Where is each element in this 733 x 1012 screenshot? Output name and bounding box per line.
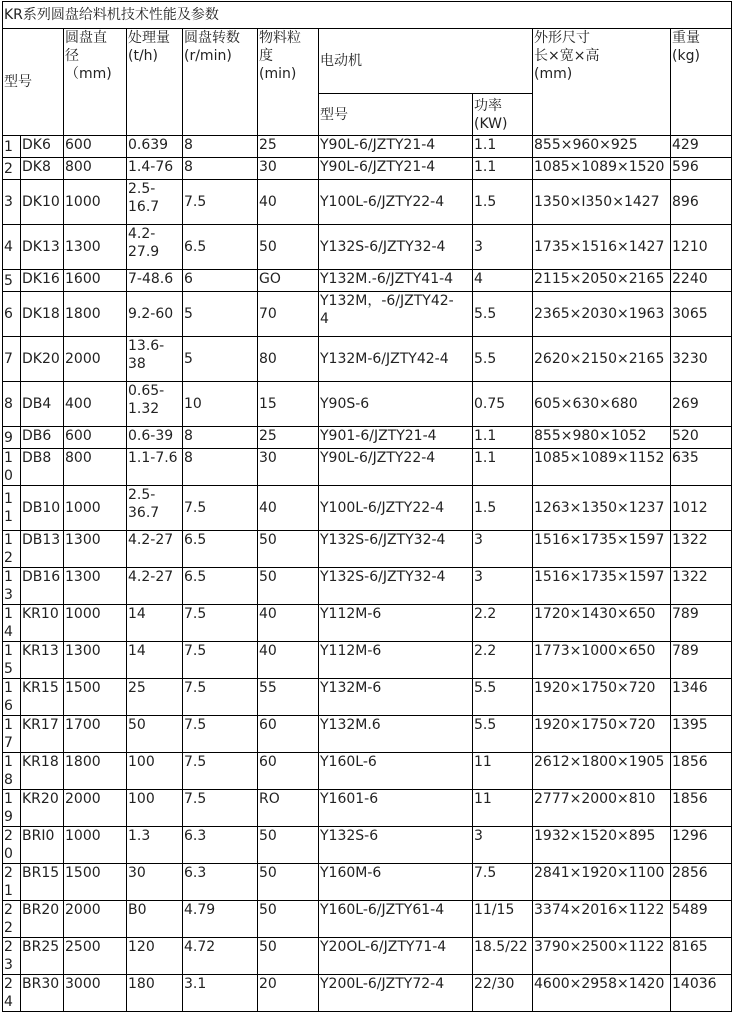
motor-model-cell: Y20OL-6/JZTY71-4 xyxy=(319,938,473,975)
row-number: 24 xyxy=(3,975,21,1012)
speed-cell: 8 xyxy=(183,136,258,158)
diameter-cell: 600 xyxy=(64,136,127,158)
header-diameter: 圆盘直 径 （mm) xyxy=(64,29,127,136)
motor-model-cell: Y132M.-6/JZTY41-4 xyxy=(319,270,473,292)
dimensions-cell: 2841×1920×1100 xyxy=(533,864,671,901)
diameter-cell: 1300 xyxy=(64,225,127,270)
header-motor-power: 功率 (KW) xyxy=(473,94,533,136)
table-row xyxy=(3,568,732,605)
particle-size-cell: GO xyxy=(258,270,319,292)
capacity-cell: 9.2-60 xyxy=(127,292,183,337)
model-cell: KR13 xyxy=(21,642,64,679)
header-motor-model: 型号 xyxy=(319,94,473,136)
table-row xyxy=(3,136,732,158)
weight-cell: 3065 xyxy=(671,292,732,337)
row-number: 18 xyxy=(3,753,21,790)
particle-size-cell: 70 xyxy=(258,292,319,337)
weight-cell: 635 xyxy=(671,449,732,486)
weight-cell: 1322 xyxy=(671,568,732,605)
diameter-cell: 3000 xyxy=(64,975,127,1012)
row-number: 23 xyxy=(3,938,21,975)
motor-model-cell: Y90S-6 xyxy=(319,382,473,427)
capacity-cell: 4.2- 27.9 xyxy=(127,225,183,270)
dimensions-cell: 1516×1735×1597 xyxy=(533,531,671,568)
motor-power-cell: 3 xyxy=(473,225,533,270)
motor-power-cell: 1.1 xyxy=(473,158,533,180)
diameter-cell: 1000 xyxy=(64,180,127,225)
diameter-cell: 1000 xyxy=(64,827,127,864)
table-row xyxy=(3,270,732,292)
header-particle-size: 物料粒 度 (min) xyxy=(258,29,319,136)
diameter-cell: 1300 xyxy=(64,568,127,605)
dimensions-cell: 1920×1750×720 xyxy=(533,679,671,716)
weight-cell: 429 xyxy=(671,136,732,158)
dimensions-cell: 2612×1800×1905 xyxy=(533,753,671,790)
particle-size-cell: 50 xyxy=(258,225,319,270)
row-number: 14 xyxy=(3,605,21,642)
diameter-cell: 1800 xyxy=(64,753,127,790)
particle-size-cell: 30 xyxy=(258,158,319,180)
speed-cell: 8 xyxy=(183,449,258,486)
particle-size-cell: 50 xyxy=(258,938,319,975)
diameter-cell: 800 xyxy=(64,449,127,486)
weight-cell: 896 xyxy=(671,180,732,225)
motor-model-cell: Y132S-6/JZTY32-4 xyxy=(319,225,473,270)
capacity-cell: 13.6- 38 xyxy=(127,337,183,382)
speed-cell: 3.1 xyxy=(183,975,258,1012)
weight-cell: 14036 xyxy=(671,975,732,1012)
dimensions-cell: 1932×1520×895 xyxy=(533,827,671,864)
dimensions-cell: 2620×2150×2165 xyxy=(533,337,671,382)
dimensions-cell: 1735×1516×1427 xyxy=(533,225,671,270)
weight-cell: 789 xyxy=(671,642,732,679)
row-number: 15 xyxy=(3,642,21,679)
diameter-cell: 1500 xyxy=(64,679,127,716)
speed-cell: 6 xyxy=(183,270,258,292)
diameter-cell: 1800 xyxy=(64,292,127,337)
motor-model-cell: Y901-6/JZTY21-4 xyxy=(319,427,473,449)
weight-cell: 1346 xyxy=(671,679,732,716)
diameter-cell: 2000 xyxy=(64,901,127,938)
row-number: 3 xyxy=(3,180,21,225)
weight-cell: 269 xyxy=(671,382,732,427)
motor-power-cell: 1.5 xyxy=(473,180,533,225)
row-number: 13 xyxy=(3,568,21,605)
motor-model-cell: Y1601-6 xyxy=(319,790,473,827)
speed-cell: 7.5 xyxy=(183,716,258,753)
dimensions-cell: 605×630×680 xyxy=(533,382,671,427)
table-row xyxy=(3,827,732,864)
capacity-cell: 100 xyxy=(127,790,183,827)
motor-power-cell: 11 xyxy=(473,753,533,790)
motor-power-cell: 1.5 xyxy=(473,486,533,531)
particle-size-cell: 25 xyxy=(258,136,319,158)
model-cell: DK16 xyxy=(21,270,64,292)
motor-model-cell: Y160M-6 xyxy=(319,864,473,901)
capacity-cell: 14 xyxy=(127,605,183,642)
header-speed: 圆盘转数 (r/min) xyxy=(183,29,258,136)
particle-size-cell: 40 xyxy=(258,486,319,531)
particle-size-cell: 50 xyxy=(258,827,319,864)
particle-size-cell: 60 xyxy=(258,716,319,753)
motor-model-cell: Y132M.6 xyxy=(319,716,473,753)
header-model: 型号 xyxy=(3,29,64,136)
diameter-cell: 1300 xyxy=(64,642,127,679)
dimensions-cell: 4600×2958×1420 xyxy=(533,975,671,1012)
motor-power-cell: 5.5 xyxy=(473,337,533,382)
speed-cell: 7.5 xyxy=(183,790,258,827)
motor-model-cell: Y132M-6 xyxy=(319,679,473,716)
weight-cell: 1856 xyxy=(671,753,732,790)
dimensions-cell: 1516×1735×1597 xyxy=(533,568,671,605)
capacity-cell: 120 xyxy=(127,938,183,975)
model-cell: DB10 xyxy=(21,486,64,531)
motor-power-cell: 1.1 xyxy=(473,136,533,158)
motor-model-cell: Y132S-6/JZTY32-4 xyxy=(319,531,473,568)
model-cell: DB8 xyxy=(21,449,64,486)
speed-cell: 10 xyxy=(183,382,258,427)
motor-model-cell: Y132M-6/JZTY42-4 xyxy=(319,337,473,382)
dimensions-cell: 1773×1000×650 xyxy=(533,642,671,679)
weight-cell: 5489 xyxy=(671,901,732,938)
row-number: 22 xyxy=(3,901,21,938)
dimensions-cell: 2365×2030×1963 xyxy=(533,292,671,337)
motor-power-cell: 3 xyxy=(473,531,533,568)
row-number: 8 xyxy=(3,382,21,427)
diameter-cell: 1000 xyxy=(64,486,127,531)
capacity-cell: 50 xyxy=(127,716,183,753)
row-number: 12 xyxy=(3,531,21,568)
row-number: 11 xyxy=(3,486,21,531)
row-number: 5 xyxy=(3,270,21,292)
model-cell: BRI0 xyxy=(21,827,64,864)
weight-cell: 3230 xyxy=(671,337,732,382)
model-cell: BR20 xyxy=(21,901,64,938)
table-row xyxy=(3,716,732,753)
model-cell: DK13 xyxy=(21,225,64,270)
header-dimensions: 外形尺寸 长×宽×高 (mm) xyxy=(533,29,671,136)
capacity-cell: 1.4-76 xyxy=(127,158,183,180)
speed-cell: 7.5 xyxy=(183,679,258,716)
table-row xyxy=(3,449,732,486)
motor-model-cell: Y90L-6/JZTY21-4 xyxy=(319,136,473,158)
motor-model-cell: Y100L-6/JZTY22-4 xyxy=(319,486,473,531)
model-cell: KR17 xyxy=(21,716,64,753)
dimensions-cell: 2115×2050×2165 xyxy=(533,270,671,292)
capacity-cell: 4.2-27 xyxy=(127,568,183,605)
model-cell: BR25 xyxy=(21,938,64,975)
table-row xyxy=(3,901,732,938)
table-row xyxy=(3,790,732,827)
particle-size-cell: 50 xyxy=(258,901,319,938)
motor-model-cell: Y112M-6 xyxy=(319,642,473,679)
motor-model-cell: Y160L-6 xyxy=(319,753,473,790)
model-cell: BR30 xyxy=(21,975,64,1012)
model-cell: DK18 xyxy=(21,292,64,337)
capacity-cell: 4.2-27 xyxy=(127,531,183,568)
header-weight: 重量 (kg) xyxy=(671,29,732,136)
model-cell: DB6 xyxy=(21,427,64,449)
motor-model-cell: Y90L-6/JZTY22-4 xyxy=(319,449,473,486)
model-cell: BR15 xyxy=(21,864,64,901)
speed-cell: 4.79 xyxy=(183,901,258,938)
particle-size-cell: 50 xyxy=(258,568,319,605)
capacity-cell: 14 xyxy=(127,642,183,679)
speed-cell: 6.5 xyxy=(183,225,258,270)
row-number: 19 xyxy=(3,790,21,827)
row-number: 6 xyxy=(3,292,21,337)
row-number: 16 xyxy=(3,679,21,716)
weight-cell: 1856 xyxy=(671,790,732,827)
dimensions-cell: 3790×2500×1122 xyxy=(533,938,671,975)
motor-power-cell: 11/15 xyxy=(473,901,533,938)
diameter-cell: 2000 xyxy=(64,790,127,827)
capacity-cell: 180 xyxy=(127,975,183,1012)
weight-cell: 2240 xyxy=(671,270,732,292)
table-row xyxy=(3,975,732,1012)
motor-model-cell: Y132M，-6/JZTY42- 4 xyxy=(319,292,473,337)
particle-size-cell: 80 xyxy=(258,337,319,382)
speed-cell: 6.5 xyxy=(183,568,258,605)
motor-power-cell: 2.2 xyxy=(473,642,533,679)
weight-cell: 789 xyxy=(671,605,732,642)
capacity-cell: 0.65- 1.32 xyxy=(127,382,183,427)
model-cell: DB4 xyxy=(21,382,64,427)
table-row xyxy=(3,642,732,679)
capacity-cell: 2.5- 16.7 xyxy=(127,180,183,225)
row-number: 10 xyxy=(3,449,21,486)
table-title: KR系列圆盘给料机技术性能及参数 xyxy=(3,2,732,29)
header-motor: 电动机 xyxy=(319,29,533,94)
motor-model-cell: Y112M-6 xyxy=(319,605,473,642)
diameter-cell: 1600 xyxy=(64,270,127,292)
header-row xyxy=(3,29,732,94)
motor-model-cell: Y90L-6/JZTY21-4 xyxy=(319,158,473,180)
speed-cell: 6.3 xyxy=(183,864,258,901)
particle-size-cell: 40 xyxy=(258,642,319,679)
model-cell: DK6 xyxy=(21,136,64,158)
motor-power-cell: 7.5 xyxy=(473,864,533,901)
row-number: 2 xyxy=(3,158,21,180)
dimensions-cell: 1085×1089×1152 xyxy=(533,449,671,486)
diameter-cell: 1300 xyxy=(64,531,127,568)
table-row xyxy=(3,938,732,975)
particle-size-cell: 50 xyxy=(258,864,319,901)
motor-power-cell: 5.5 xyxy=(473,679,533,716)
weight-cell: 1296 xyxy=(671,827,732,864)
particle-size-cell: 60 xyxy=(258,753,319,790)
weight-cell: 2856 xyxy=(671,864,732,901)
table-row xyxy=(3,605,732,642)
weight-cell: 520 xyxy=(671,427,732,449)
particle-size-cell: RO xyxy=(258,790,319,827)
motor-power-cell: 18.5/22 xyxy=(473,938,533,975)
speed-cell: 6.5 xyxy=(183,531,258,568)
row-number: 21 xyxy=(3,864,21,901)
table-row xyxy=(3,486,732,531)
motor-power-cell: 22/30 xyxy=(473,975,533,1012)
table-row xyxy=(3,427,732,449)
dimensions-cell: 1085×1089×1520 xyxy=(533,158,671,180)
speed-cell: 8 xyxy=(183,427,258,449)
dimensions-cell: 3374×2016×1122 xyxy=(533,901,671,938)
capacity-cell: 100 xyxy=(127,753,183,790)
table-row xyxy=(3,382,732,427)
row-number: 9 xyxy=(3,427,21,449)
capacity-cell: 0.639 xyxy=(127,136,183,158)
capacity-cell: 0.6-39 xyxy=(127,427,183,449)
motor-model-cell: Y132S-6 xyxy=(319,827,473,864)
table-row xyxy=(3,753,732,790)
motor-power-cell: 1.1 xyxy=(473,427,533,449)
motor-power-cell: 0.75 xyxy=(473,382,533,427)
table-row xyxy=(3,864,732,901)
table-row xyxy=(3,337,732,382)
weight-cell: 8165 xyxy=(671,938,732,975)
speed-cell: 7.5 xyxy=(183,180,258,225)
particle-size-cell: 25 xyxy=(258,427,319,449)
motor-model-cell: Y132S-6/JZTY32-4 xyxy=(319,568,473,605)
motor-power-cell: 2.2 xyxy=(473,605,533,642)
diameter-cell: 400 xyxy=(64,382,127,427)
weight-cell: 1322 xyxy=(671,531,732,568)
table-row xyxy=(3,225,732,270)
particle-size-cell: 15 xyxy=(258,382,319,427)
speed-cell: 7.5 xyxy=(183,642,258,679)
weight-cell: 1395 xyxy=(671,716,732,753)
motor-power-cell: 5.5 xyxy=(473,292,533,337)
capacity-cell: 1.3 xyxy=(127,827,183,864)
speed-cell: 7.5 xyxy=(183,753,258,790)
particle-size-cell: 40 xyxy=(258,605,319,642)
spec-table xyxy=(2,1,732,1012)
model-cell: DK10 xyxy=(21,180,64,225)
model-cell: DB13 xyxy=(21,531,64,568)
model-cell: KR10 xyxy=(21,605,64,642)
motor-power-cell: 3 xyxy=(473,568,533,605)
capacity-cell: 2.5- 36.7 xyxy=(127,486,183,531)
header-capacity: 处理量 (t/h) xyxy=(127,29,183,136)
diameter-cell: 1000 xyxy=(64,605,127,642)
dimensions-cell: 1720×1430×650 xyxy=(533,605,671,642)
dimensions-cell: 1920×1750×720 xyxy=(533,716,671,753)
model-cell: KR20 xyxy=(21,790,64,827)
row-number: 1 xyxy=(3,136,21,158)
particle-size-cell: 20 xyxy=(258,975,319,1012)
diameter-cell: 2000 xyxy=(64,337,127,382)
speed-cell: 7.5 xyxy=(183,486,258,531)
model-cell: KR15 xyxy=(21,679,64,716)
motor-power-cell: 11 xyxy=(473,790,533,827)
motor-power-cell: 1.1 xyxy=(473,449,533,486)
particle-size-cell: 55 xyxy=(258,679,319,716)
diameter-cell: 600 xyxy=(64,427,127,449)
title-row xyxy=(3,2,732,29)
diameter-cell: 1500 xyxy=(64,864,127,901)
speed-cell: 8 xyxy=(183,158,258,180)
dimensions-cell: 1350×I350×1427 xyxy=(533,180,671,225)
dimensions-cell: 855×980×1052 xyxy=(533,427,671,449)
dimensions-cell: 2777×2000×810 xyxy=(533,790,671,827)
diameter-cell: 2500 xyxy=(64,938,127,975)
motor-power-cell: 4 xyxy=(473,270,533,292)
capacity-cell: 25 xyxy=(127,679,183,716)
motor-model-cell: Y200L-6/JZTY72-4 xyxy=(319,975,473,1012)
row-number: 20 xyxy=(3,827,21,864)
diameter-cell: 1700 xyxy=(64,716,127,753)
speed-cell: 5 xyxy=(183,292,258,337)
particle-size-cell: 50 xyxy=(258,531,319,568)
dimensions-cell: 1263×1350×1237 xyxy=(533,486,671,531)
particle-size-cell: 30 xyxy=(258,449,319,486)
table-row xyxy=(3,679,732,716)
speed-cell: 4.72 xyxy=(183,938,258,975)
weight-cell: 1012 xyxy=(671,486,732,531)
model-cell: DB16 xyxy=(21,568,64,605)
weight-cell: 1210 xyxy=(671,225,732,270)
table-row xyxy=(3,292,732,337)
capacity-cell: 1.1-7.6 xyxy=(127,449,183,486)
motor-power-cell: 5.5 xyxy=(473,716,533,753)
dimensions-cell: 855×960×925 xyxy=(533,136,671,158)
particle-size-cell: 40 xyxy=(258,180,319,225)
model-cell: DK20 xyxy=(21,337,64,382)
row-number: 17 xyxy=(3,716,21,753)
speed-cell: 6.3 xyxy=(183,827,258,864)
capacity-cell: 7-48.6 xyxy=(127,270,183,292)
model-cell: DK8 xyxy=(21,158,64,180)
speed-cell: 5 xyxy=(183,337,258,382)
motor-model-cell: Y160L-6/JZTY61-4 xyxy=(319,901,473,938)
diameter-cell: 800 xyxy=(64,158,127,180)
capacity-cell: 30 xyxy=(127,864,183,901)
weight-cell: 596 xyxy=(671,158,732,180)
table-row xyxy=(3,158,732,180)
table-row xyxy=(3,180,732,225)
capacity-cell: B0 xyxy=(127,901,183,938)
row-number: 4 xyxy=(3,225,21,270)
speed-cell: 7.5 xyxy=(183,605,258,642)
row-number: 7 xyxy=(3,337,21,382)
model-cell: KR18 xyxy=(21,753,64,790)
motor-power-cell: 3 xyxy=(473,827,533,864)
table-row xyxy=(3,531,732,568)
motor-model-cell: Y100L-6/JZTY22-4 xyxy=(319,180,473,225)
